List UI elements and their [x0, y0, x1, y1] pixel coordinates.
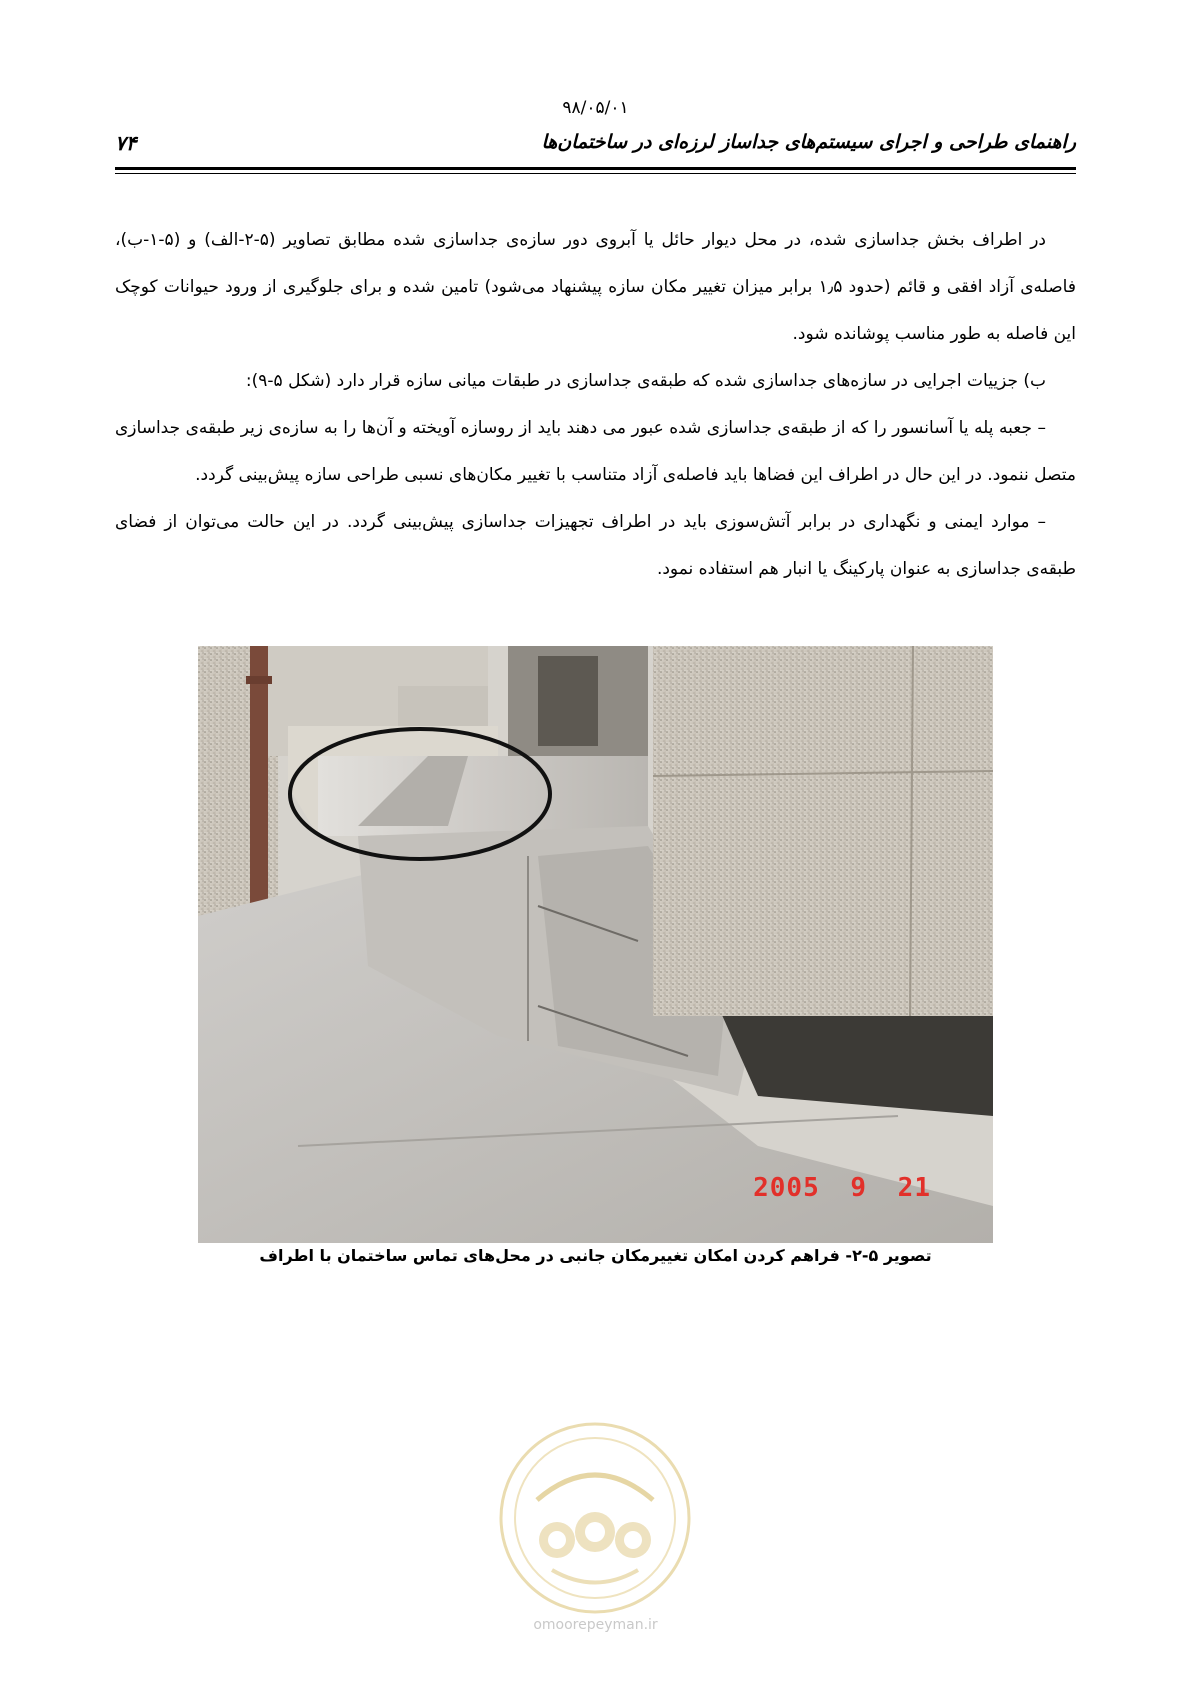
header-date: ۹۸/۰۵/۰۱ [562, 98, 629, 118]
paragraph-1: در اطراف بخش جداسازی شده، در محل دیوار حائل یا آبروی دور سازه‌ی جداسازی شده مطابق تصاویر (۵-۲-الف) و (۵-۱-ب)، فاصله‌ی آزاد افقی و قائم (حدود ۱٫۵ برابر میزان تغییر مکان سازه پیشنهاد می‌شود) تامین شده و برای جلوگیری از ورود حیوانات کوچک این فاصله به طور مناسب پوشانده شود. [115, 230, 1076, 344]
running-title: راهنمای طراحی و اجرای سیستم‌های جداساز لرزه‌ای در ساختمان‌ها [541, 131, 1076, 153]
header-rule-thick [115, 167, 1076, 170]
photo-date-stamp: 2005 9 21 [753, 1173, 931, 1203]
figure-photo [198, 646, 993, 1243]
figure-caption: تصویر ۵-۲- فراهم کردن امکان تغییرمکان جانبی در محل‌های تماس ساختمان با اطراف [259, 1246, 932, 1265]
header-rule-thin [115, 173, 1076, 174]
page-number: ۷۴ [115, 131, 137, 155]
watermark-seal-icon [497, 1420, 693, 1616]
photo-illustration [198, 646, 993, 1243]
paragraph-2: ب) جزییات اجرایی در سازه‌های جداسازی شده که طبقه‌ی جداسازی در طبقات میانی سازه قرار دارد (شکل ۵-۹): [245, 371, 1046, 391]
paragraph-4: – موارد ایمنی و نگهداری در برابر آتش‌سوزی باید در اطراف تجهیزات جداسازی پیش‌بینی گردد. در این حالت می‌توان از فضای طبقه‌ی جداسازی به عنوان پارکینگ یا انبار هم استفاده نمود. [115, 512, 1076, 579]
watermark-url: omoorepeyman.ir [533, 1617, 658, 1633]
paragraph-3: – جعبه پله یا آسانسور را که از طبقه‌ی جداسازی شده عبور می دهند باید از روسازه آویخته و آن‌ها را به سازه‌ی زیر طبقه‌ی جداسازی متصل ننمود. در این حال در اطراف این فضاها باید فاصله‌ی آزاد متناسب با تغییر مکان‌های نسبی طراحی سازه پیش‌بینی گردد. [115, 418, 1076, 485]
watermark-logo [497, 1420, 693, 1616]
body-text [115, 217, 1076, 593]
